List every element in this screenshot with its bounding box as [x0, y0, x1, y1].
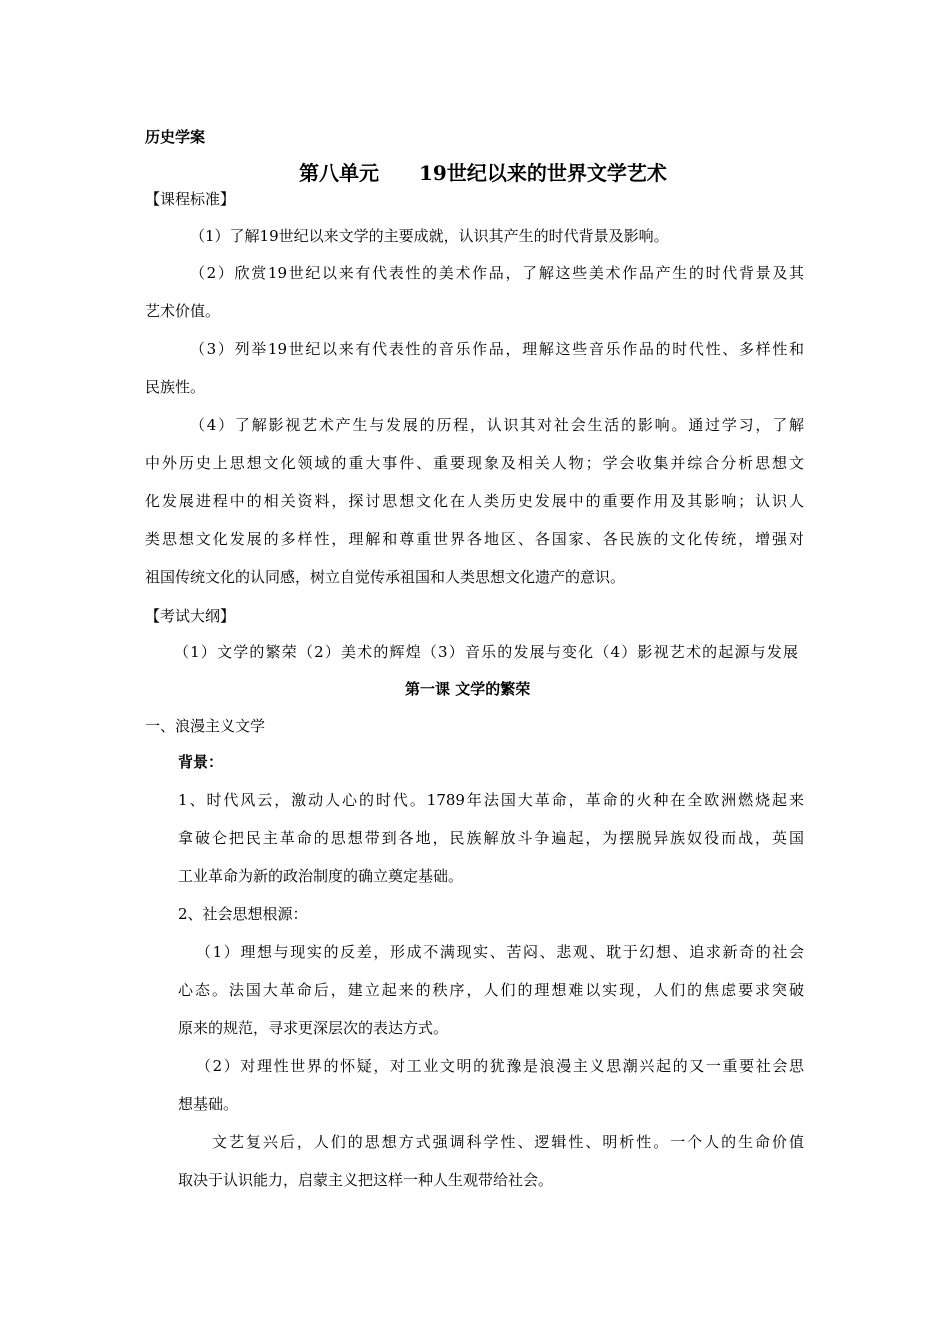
standard-item-4-line-4: 类思想文化发展的多样性，理解和尊重世界各地区、各国家、各民族的文化传统，增强对 [145, 530, 804, 548]
standard-item-3-line-2: 民族性。 [145, 378, 206, 396]
background-1-line-1: 1、时代风云，激动人心的时代。1789年法国大革命，革命的火种在全欧洲燃烧起来 [178, 791, 804, 809]
renaissance-line-2: 取决于认识能力，启蒙主义把这样一种人生观带给社会。 [178, 1171, 554, 1189]
part-1-heading: 一、浪漫主义文学 [145, 717, 266, 735]
background-2-1-line-3: 原来的规范，寻求更深层次的表达方式。 [178, 1019, 449, 1037]
background-1-line-3: 工业革命为新的政治制度的确立奠定基础。 [178, 867, 464, 885]
standard-item-2-line-1: （2）欣赏19世纪以来有代表性的美术作品，了解这些美术作品产生的时代背景及其 [190, 264, 804, 282]
header-label: 历史学案 [145, 128, 206, 146]
standard-item-4-line-1: （4）了解影视艺术产生与发展的历程，认识其对社会生活的影响。通过学习，了解 [190, 416, 804, 434]
renaissance-line-1: 文艺复兴后，人们的思想方式强调科学性、逻辑性、明析性。一个人的生命价值 [212, 1133, 804, 1151]
standard-item-3-line-1: （3）列举19世纪以来有代表性的音乐作品，理解这些音乐作品的时代性、多样性和 [190, 340, 804, 358]
background-1-line-2: 拿破仑把民主革命的思想带到各地，民族解放斗争遍起，为摆脱异族奴役而战，英国 [178, 829, 804, 847]
section-course-standard: 【课程标准】 [145, 190, 236, 208]
lesson-title: 第一课 文学的繁荣 [405, 680, 531, 698]
background-label: 背景： [178, 753, 224, 771]
background-2-label: 2、社会思想根源： [178, 905, 308, 923]
exam-outline-items: （1）文学的繁荣（2）美术的辉煌（3）音乐的发展与变化（4）影视艺术的起源与发展 [174, 643, 798, 661]
unit-title: 第八单元 19世纪以来的世界文学艺术 [299, 161, 667, 185]
standard-item-4-line-3: 化发展进程中的相关资料，探讨思想文化在人类历史发展中的重要作用及其影响；认识人 [145, 492, 804, 510]
section-exam-outline: 【考试大纲】 [145, 607, 236, 625]
background-2-1-line-2: 心态。法国大革命后，建立起来的秩序，人们的理想难以实现，人们的焦虑要求突破 [178, 981, 804, 999]
background-2-2-line-2: 想基础。 [178, 1095, 239, 1113]
background-2-1-line-1: （1）理想与现实的反差，形成不满现实、苦闷、悲观、耽于幻想、追求新奇的社会 [196, 943, 804, 961]
standard-item-4-line-2: 中外历史上思想文化领域的重大事件、重要现象及相关人物；学会收集并综合分析思想文 [145, 454, 804, 472]
background-2-2-line-1: （2）对理性世界的怀疑，对工业文明的犹豫是浪漫主义思潮兴起的又一重要社会思 [196, 1057, 804, 1075]
standard-item-2-line-2: 艺术价值。 [145, 302, 221, 320]
standard-item-1: （1）了解19世纪以来文学的主要成就，认识其产生的时代背景及影响。 [190, 227, 669, 245]
standard-item-4-line-5: 祖国传统文化的认同感，树立自觉传承祖国和人类思想文化遗产的意识。 [145, 568, 626, 586]
